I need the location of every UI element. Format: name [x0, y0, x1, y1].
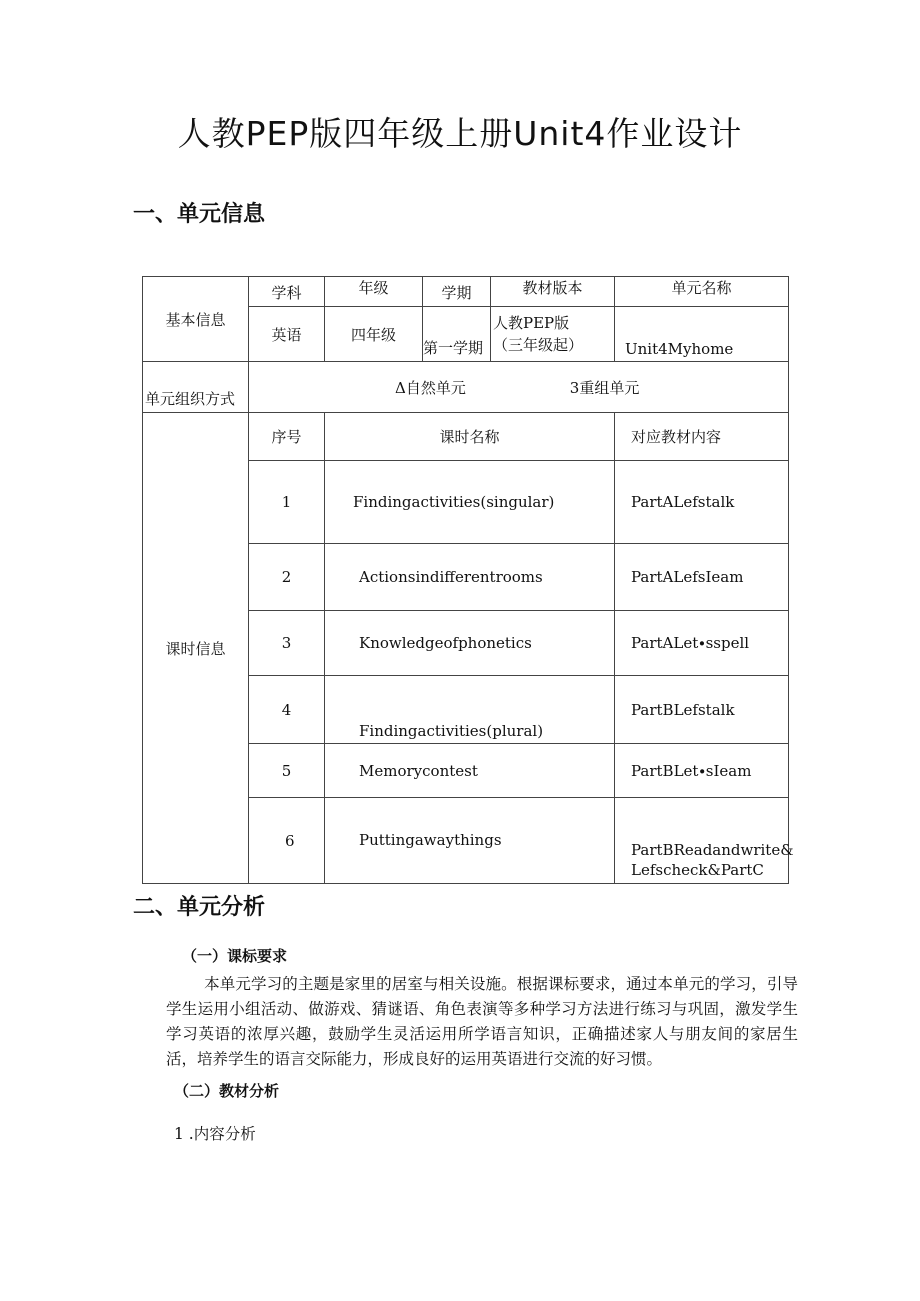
- value-term: 第一学期: [423, 307, 491, 362]
- lesson-header-content: 对应教材内容: [615, 413, 789, 461]
- header-edition: 教材版本: [491, 277, 615, 307]
- header-subject: 学科: [249, 277, 325, 307]
- section-heading-unit-info: 一、单元信息: [133, 202, 266, 227]
- edition-line-1: 人教PEP版: [493, 314, 570, 332]
- lesson-num: 2: [249, 544, 325, 611]
- header-unit-name: 单元名称: [615, 277, 789, 307]
- lesson-name: Findingactivities(singular): [325, 461, 615, 544]
- content-analysis-item: 1 .内容分析: [174, 1125, 256, 1143]
- value-edition: [491, 307, 615, 362]
- lesson-num: 1: [249, 461, 325, 544]
- org-method-options: [249, 362, 789, 413]
- lesson-num: 5: [249, 744, 325, 798]
- lesson-header-name: 课时名称: [325, 413, 615, 461]
- unit-info-table: [142, 276, 794, 884]
- lesson-num: 6: [249, 798, 325, 884]
- edition-line-2: （三年级起）: [493, 336, 584, 354]
- value-grade: 四年级: [325, 307, 423, 362]
- document-title: 人教PEP版四年级上册Unit4作业设计: [177, 114, 743, 153]
- lesson-name: [325, 798, 615, 884]
- lesson-num: 4: [249, 676, 325, 744]
- lesson-num: 3: [249, 611, 325, 676]
- lesson-info-label: 课时信息: [143, 413, 249, 884]
- lesson-content: PartALefstalk: [615, 461, 789, 544]
- curriculum-paragraph-text: 本单元学习的主题是家里的居室与相关设施。根据课标要求，通过本单元的学习，引导学生运用小组活动、做游戏、猜谜语、角色表演等多种学习方法进行练习与巩固，激发学生学习英语的浓厚兴趣，鼓励学生灵活运用所学语言知识，正确描述家人与朋友间的家居生活，培养学生的语言交际能力，形成良好的运用英语进行交流的好习惯。: [166, 975, 798, 1068]
- lesson-name: Memorycontest: [325, 744, 615, 798]
- lesson-header-num: 序号: [249, 413, 325, 461]
- subheading-curriculum-requirements: （一）课标要求: [182, 947, 288, 965]
- lesson-content-line-1: PartBReadandwrite&: [631, 841, 794, 859]
- lesson-name: Actionsindifferentrooms: [325, 544, 615, 611]
- value-unit-name: Unit4Myhome: [615, 307, 789, 362]
- lesson-content: [615, 798, 794, 884]
- lesson-content: PartBLefstalk: [615, 676, 789, 744]
- lesson-content-line-2: Lefscheck&PartC: [631, 861, 764, 879]
- org-option-natural: Δ自然单元: [395, 378, 466, 397]
- lesson-name: Findingactivities(plural): [325, 676, 615, 744]
- lesson-content: PartALefsIeam: [615, 544, 789, 611]
- basic-info-label: 基本信息: [143, 277, 249, 362]
- header-grade: 年级: [325, 277, 423, 307]
- lesson-content: PartALet∙sspell: [615, 611, 789, 676]
- curriculum-paragraph: [166, 972, 798, 1072]
- subheading-textbook-analysis: （二）教材分析: [174, 1082, 280, 1100]
- lesson-name: Knowledgeofphonetics: [325, 611, 615, 676]
- org-option-regrouped: 3重组单元: [569, 378, 640, 397]
- header-term: 学期: [423, 277, 491, 307]
- org-method-label: 单元组织方式: [143, 362, 249, 413]
- section-heading-unit-analysis: 二、单元分析: [133, 895, 266, 920]
- lesson-name-text: Puttingawaythings: [359, 830, 502, 849]
- value-subject: 英语: [249, 307, 325, 362]
- lesson-content: PartBLet∙sIeam: [615, 744, 789, 798]
